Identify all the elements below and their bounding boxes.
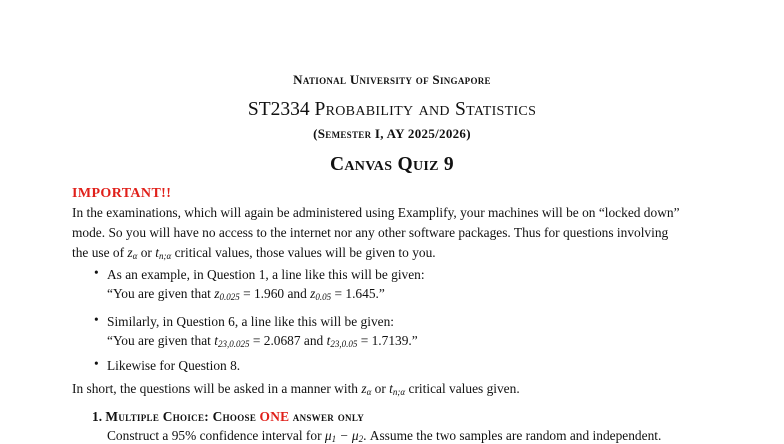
z-alpha-symbol: $z_\alpha$	[127, 245, 138, 261]
answer-only: answer only	[292, 409, 365, 424]
z-005-value: = 1.645.”	[334, 286, 385, 301]
question-number: 1.	[92, 409, 103, 424]
important-label: IMPORTANT!!	[72, 186, 172, 201]
bullet-1-line-2	[107, 284, 385, 307]
bullet-2-line-2	[107, 331, 418, 354]
summary-suffix: critical values given.	[408, 381, 520, 396]
question-type: Multiple Choice: Choose	[105, 409, 257, 424]
summary-line	[72, 381, 520, 397]
summary-prefix: In short, the questions will be asked in a manner with	[72, 381, 358, 396]
important-line-2: mode. So you will have no access to the internet nor any other software packages. Thus for questions involving	[72, 225, 669, 240]
semester-label: (Semester I, AY 2025/2026)	[313, 126, 471, 141]
question-1-heading	[92, 409, 364, 425]
t-n-alpha-symbol: $t_{n;\alpha}$	[155, 245, 172, 261]
given-prefix: “You are given that	[107, 286, 211, 301]
course-heading	[0, 99, 784, 121]
course-title: Probability and Statistics	[314, 99, 537, 120]
z-0025-value: = 1.960 and	[243, 286, 307, 301]
question-body-prefix: Construct a 95% confidence interval for	[107, 428, 322, 443]
bullet-dot: •	[94, 265, 99, 280]
line3-mid: or	[140, 245, 152, 260]
one-emphasis: ONE	[259, 409, 290, 424]
z-0025-symbol: $z_{0.025}$	[214, 286, 240, 302]
question-body-suffix: . Assume the two samples are random and independent.	[363, 428, 662, 443]
z-005-symbol: $z_{0.05}$	[310, 286, 332, 302]
bullet-dot: •	[94, 312, 99, 327]
t-23-005-value: = 1.7139.”	[360, 333, 418, 348]
important-line-3	[72, 243, 722, 266]
university-name: National University of Singapore	[293, 72, 491, 87]
bullet-1-line-1: As an example, in Question 1, a line like this will be given:	[107, 267, 425, 282]
quiz-title: Canvas Quiz 9	[330, 154, 454, 175]
given-prefix: “You are given that	[107, 333, 211, 348]
course-code: ST2334	[247, 99, 310, 120]
bullet-3-line-1: Likewise for Question 8.	[107, 358, 241, 373]
t-n-alpha-symbol: $t_{n;\alpha}$	[389, 381, 406, 397]
mu-difference-symbol: $\mu_1 - \mu_2$	[324, 428, 364, 444]
important-line-1: In the examinations, which will again be administered using Examplify, your machines will be on “locked down”	[72, 205, 680, 220]
bullet-dot: •	[94, 356, 99, 371]
question-1-body	[107, 428, 661, 444]
z-alpha-symbol: $z_\alpha$	[361, 381, 372, 397]
t-23-005-symbol: $t_{23,0.05}$	[326, 333, 358, 349]
line3-suffix: critical values, those values will be given to you.	[174, 245, 436, 260]
t-23-0025-value: = 2.0687 and	[252, 333, 324, 348]
t-23-0025-symbol: $t_{23,0.025}$	[214, 333, 250, 349]
line3-prefix: the use of	[72, 245, 125, 260]
bullet-2-line-1: Similarly, in Question 6, a line like this will be given:	[107, 314, 394, 329]
summary-mid: or	[374, 381, 386, 396]
